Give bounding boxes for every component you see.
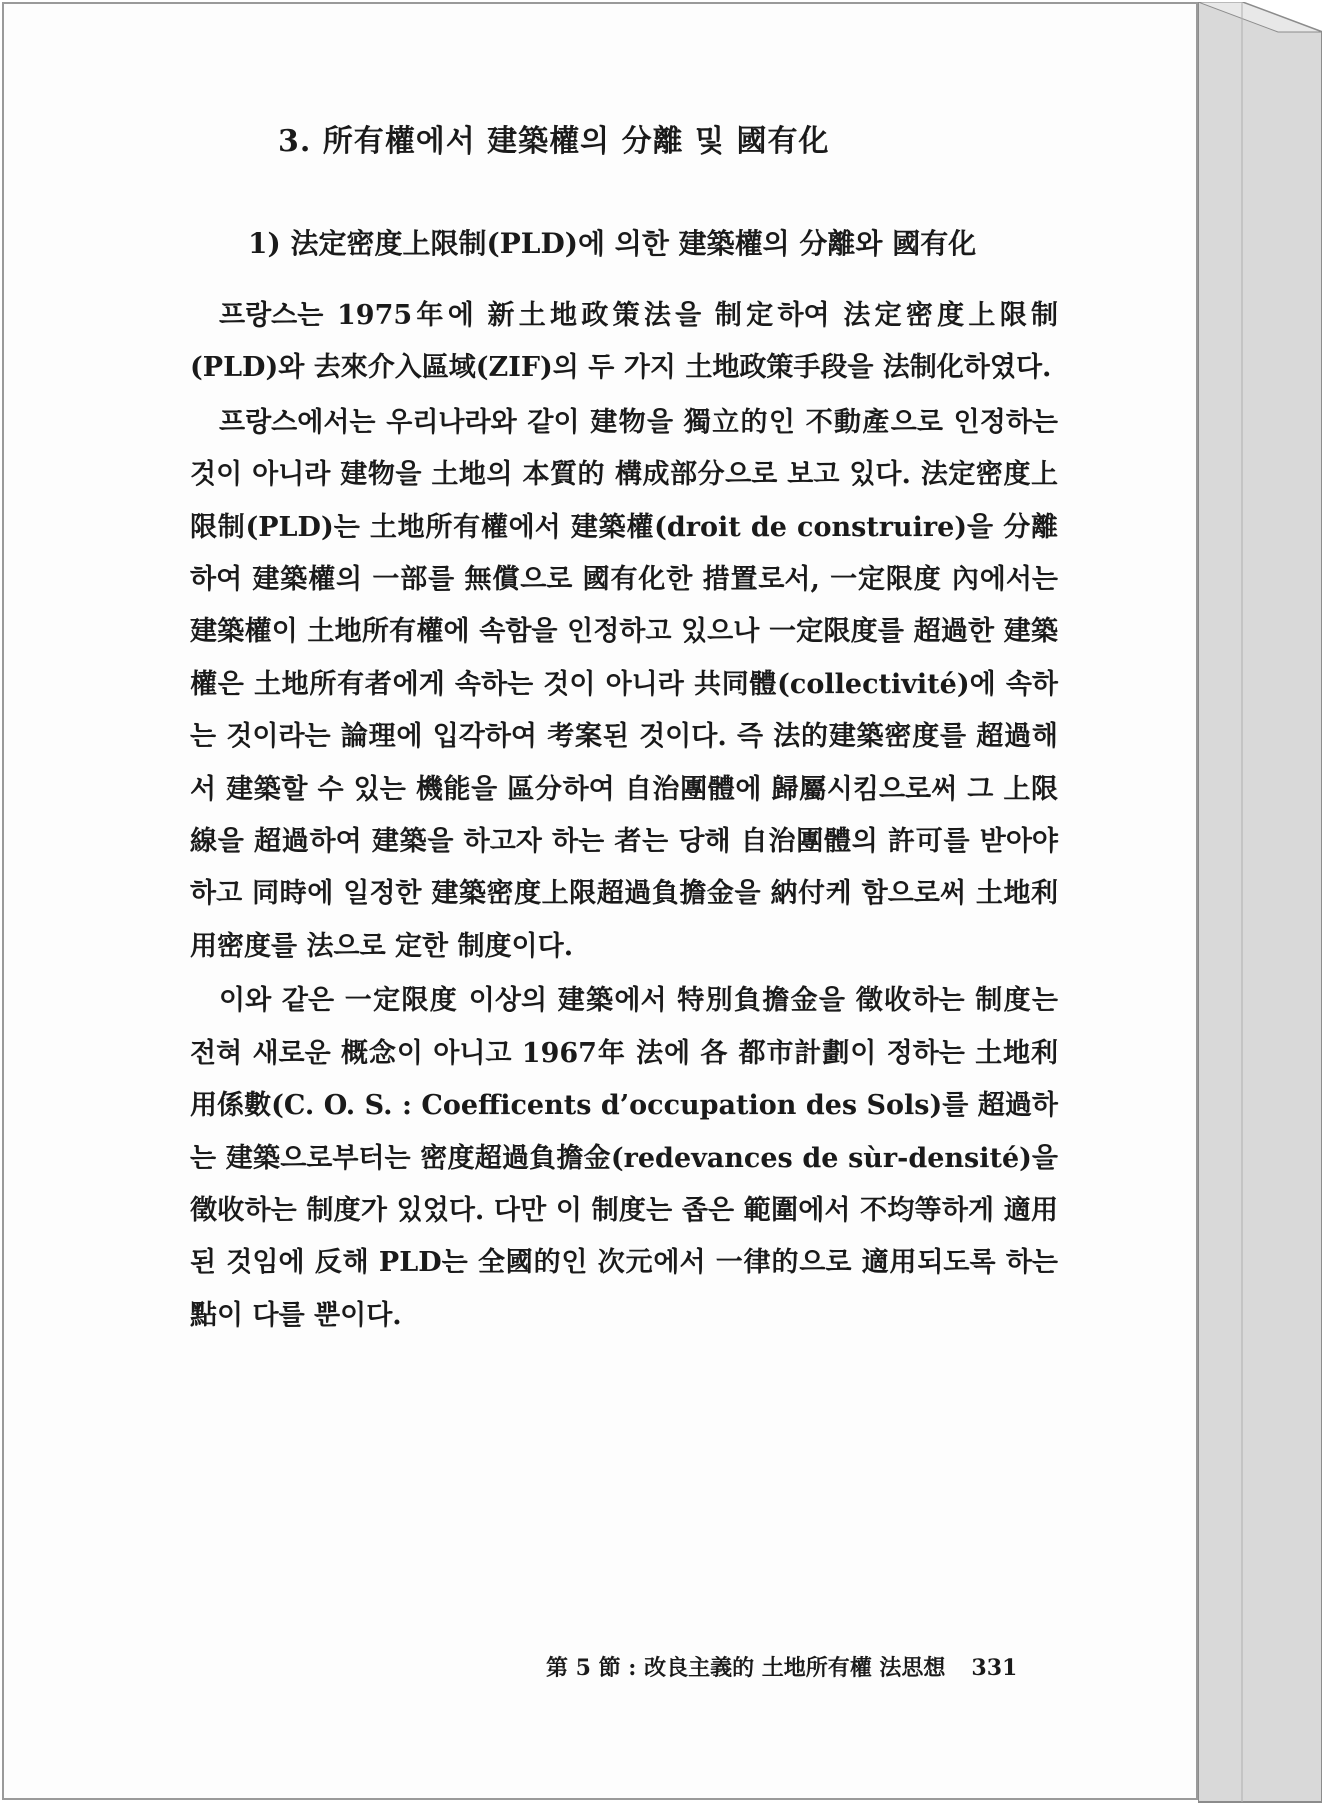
paragraph: 프랑스는 1975年에 新土地政策法을 制定하여 法定密度上限制(PLD)와 去來介入區域(ZIF)의 두 가지 土地政策手段을 法制化하였다. [190, 300, 1058, 384]
page-number: 331 [971, 1655, 1018, 1681]
paragraph: 프랑스에서는 우리나라와 같이 建物을 獨立的인 不動產으로 인정하는 것이 아니라 建物을 土地의 本質的 構成部分으로 보고 있다. 法定密度上限制(PLD)는 土地所有權에서 建築權(droit de construire)을 分離하여 建築權의 一部를 無償으로 國有化한 措置로서, 一定限度 內에서는 建築權이 土地所有權에 속함을 인정하고 있으나 一定限度를 超過한 建築權은 土地所有者에게 속하는 것이 아니라 共同體(collectivité)에 속하는 것이라는 論理에 입각하여 考案된 것이다. 즉 法的建築密度를 超過해서 建築할 수 있는 機能을 區分하여 自治團體에 歸屬시킴으로써 그 上限線을 超過하여 建築을 하고자 하는 者는 당해 自治團體의 許可를 받아야 하고 同時에 일정한 建築密度上限超過負擔金을 納付케 함으로써 土地利用密度를 法으로 定한 制度이다. [190, 406, 1058, 962]
running-title: 第 5 節 : 改良主義的 土地所有權 法思想 [546, 1655, 946, 1681]
section-title: 3. 所有權에서 建築權의 分離 및 國有化 [278, 124, 830, 159]
page-footer [546, 1651, 1017, 1682]
paragraph: 이와 같은 一定限度 이상의 建築에서 特別負擔金을 徵收하는 制度는 전혀 새로운 概念이 아니고 1967年 法에 各 都市計劃이 정하는 土地利用係數(C. O. S. : Coefficents d’occupation des Sols)를 超過하는 建築으로부터는 密度超過負擔金(redevances de sùr-densité)을 徵收하는 制度가 있었다. 다만 이 制度는 좁은 範圍에서 不均等하게 適用된 것임에 反해 PLD는 全國的인 次元에서 一律的으로 適用되도록 하는 點이 다를 뿐이다. [190, 985, 1058, 1331]
subsection-title: 1) 法定密度上限制(PLD)에 의한 建築權의 分離와 國有化 [248, 227, 977, 260]
body-text [190, 290, 1058, 1342]
